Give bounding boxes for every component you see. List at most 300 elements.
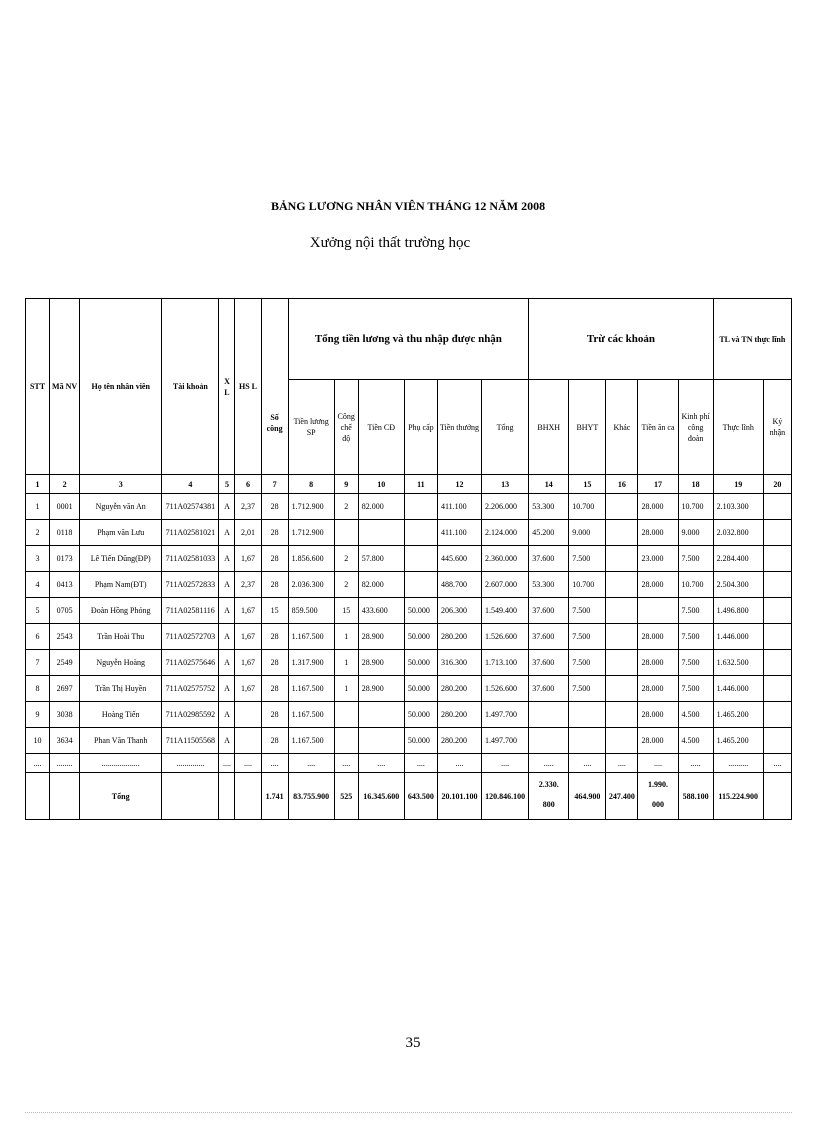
total-bhyt: 464.900 <box>569 773 606 820</box>
total-tien-luong-sp: 83.755.900 <box>288 773 334 820</box>
cell-stt: 5 <box>26 598 50 624</box>
total-label: Tổng <box>80 773 162 820</box>
header-cong-che-do: Công chế độ <box>334 380 358 475</box>
ellipsis-cell: ..... <box>678 754 713 773</box>
total-cell <box>235 773 261 820</box>
cell-hsl: 2,37 <box>235 494 261 520</box>
cell-tai-khoan: 711A02575752 <box>162 676 219 702</box>
cell-tien-an-ca: 28.000 <box>638 624 678 650</box>
cell-cong-che-do <box>334 702 358 728</box>
header-xl: X L <box>219 299 235 475</box>
cell-tien-luong-sp: 2.036.300 <box>288 572 334 598</box>
total-bhxh-top: 2.330. <box>538 780 559 789</box>
cell-ma-nv: 2543 <box>50 624 80 650</box>
cell-bhyt: 7.500 <box>569 624 606 650</box>
cell-khac <box>606 520 638 546</box>
header-group-deduct: Trừ các khoản <box>529 299 713 380</box>
cell-tien-an-ca: 28.000 <box>638 520 678 546</box>
cell-tai-khoan: 711A02985592 <box>162 702 219 728</box>
cell-tien-luong-sp: 1.167.500 <box>288 702 334 728</box>
index-cell: 11 <box>404 475 437 494</box>
cell-stt: 10 <box>26 728 50 754</box>
total-tien-thuong: 20.101.100 <box>437 773 481 820</box>
cell-bhyt <box>569 702 606 728</box>
table-row <box>26 728 792 754</box>
ellipsis-cell: .... <box>569 754 606 773</box>
cell-tien-thuong: 445.600 <box>437 546 481 572</box>
cell-stt: 2 <box>26 520 50 546</box>
cell-tien-thuong: 411.100 <box>437 494 481 520</box>
cell-ho-ten: Nguyễn Hoàng <box>80 650 162 676</box>
cell-tien-cd <box>358 520 404 546</box>
cell-cong-che-do: 1 <box>334 650 358 676</box>
total-cell <box>162 773 219 820</box>
total-bhxh-bottom: 800 <box>542 800 555 809</box>
cell-ma-nv: 3038 <box>50 702 80 728</box>
page-subtitle: Xưởng nội thất trường học <box>309 235 471 251</box>
cell-tong: 2.206.000 <box>482 494 529 520</box>
cell-bhyt: 9.000 <box>569 520 606 546</box>
cell-so-cong: 28 <box>261 728 288 754</box>
cell-tai-khoan: 711A02581033 <box>162 546 219 572</box>
cell-xl: A <box>219 676 235 702</box>
cell-cong-che-do: 1 <box>334 624 358 650</box>
cell-ma-nv: 0173 <box>50 546 80 572</box>
cell-ky-nhan <box>763 624 791 650</box>
cell-so-cong: 28 <box>261 520 288 546</box>
cell-bhxh: 45.200 <box>529 520 569 546</box>
cell-khac <box>606 546 638 572</box>
cell-tien-luong-sp: 859.500 <box>288 598 334 624</box>
cell-tien-thuong: 411.100 <box>437 520 481 546</box>
ellipsis-cell: .... <box>334 754 358 773</box>
index-cell: 19 <box>713 475 763 494</box>
cell-bhxh: 37.600 <box>529 676 569 702</box>
index-cell: 16 <box>606 475 638 494</box>
cell-xl: A <box>219 650 235 676</box>
cell-stt: 3 <box>26 546 50 572</box>
cell-thuc-linh: 1.465.200 <box>713 702 763 728</box>
cell-xl: A <box>219 598 235 624</box>
cell-hsl <box>235 702 261 728</box>
cell-tien-thuong: 280.200 <box>437 624 481 650</box>
cell-stt: 7 <box>26 650 50 676</box>
table-row <box>26 598 792 624</box>
cell-tien-an-ca <box>638 598 678 624</box>
ellipsis-cell: .... <box>288 754 334 773</box>
index-cell: 3 <box>80 475 162 494</box>
cell-tien-thuong: 280.200 <box>437 676 481 702</box>
cell-thuc-linh: 1.632.500 <box>713 650 763 676</box>
index-row <box>26 475 792 494</box>
cell-tien-luong-sp: 1.167.500 <box>288 624 334 650</box>
header-so-cong: Số công <box>261 299 288 475</box>
cell-tien-an-ca: 28.000 <box>638 572 678 598</box>
cell-tien-cd <box>358 702 404 728</box>
cell-tong: 1.497.700 <box>482 728 529 754</box>
header-tai-khoan: Tài khoản <box>162 299 219 475</box>
cell-kinh-phi: 7.500 <box>678 676 713 702</box>
cell-tien-thuong: 488.700 <box>437 572 481 598</box>
header-kinh-phi: Kinh phí công đoàn <box>678 380 713 475</box>
cell-stt: 1 <box>26 494 50 520</box>
cell-bhyt: 10.700 <box>569 494 606 520</box>
cell-tien-luong-sp: 1.712.900 <box>288 520 334 546</box>
total-cell <box>219 773 235 820</box>
cell-bhxh <box>529 702 569 728</box>
ellipsis-cell: .............. <box>162 754 219 773</box>
total-thuc-linh: 115.224.900 <box>713 773 763 820</box>
header-group-income: Tổng tiền lương và thu nhập được nhận <box>288 299 529 380</box>
cell-phu-cap: 50.000 <box>404 598 437 624</box>
cell-tien-thuong: 280.200 <box>437 728 481 754</box>
cell-tong: 2.607.000 <box>482 572 529 598</box>
cell-tien-thuong: 206.300 <box>437 598 481 624</box>
header-hsl: HS L <box>235 299 261 475</box>
total-cong-che-do: 525 <box>334 773 358 820</box>
table-footer <box>26 754 792 820</box>
cell-thuc-linh: 1.446.000 <box>713 624 763 650</box>
table-row <box>26 572 792 598</box>
header-tien-an-ca: Tiền ăn ca <box>638 380 678 475</box>
cell-tien-luong-sp: 1.167.500 <box>288 728 334 754</box>
ellipsis-cell: .... <box>638 754 678 773</box>
cell-stt: 8 <box>26 676 50 702</box>
cell-ky-nhan <box>763 650 791 676</box>
cell-phu-cap: 50.000 <box>404 728 437 754</box>
ellipsis-cell: .... <box>358 754 404 773</box>
cell-tai-khoan: 711A02572703 <box>162 624 219 650</box>
cell-thuc-linh: 2.284.400 <box>713 546 763 572</box>
ellipsis-cell: .... <box>437 754 481 773</box>
table-row <box>26 546 792 572</box>
index-cell: 8 <box>288 475 334 494</box>
cell-tien-an-ca: 23.000 <box>638 546 678 572</box>
cell-tai-khoan: 711A02581021 <box>162 520 219 546</box>
ellipsis-cell: .... <box>235 754 261 773</box>
index-cell: 17 <box>638 475 678 494</box>
cell-ho-ten: Phạm văn Lưu <box>80 520 162 546</box>
ellipsis-cell: .... <box>404 754 437 773</box>
cell-cong-che-do: 15 <box>334 598 358 624</box>
cell-hsl: 2,01 <box>235 520 261 546</box>
cell-ho-ten: Lê Tiến Dũng(ĐP) <box>80 546 162 572</box>
ellipsis-row <box>26 754 792 773</box>
table-row <box>26 494 792 520</box>
index-cell: 13 <box>482 475 529 494</box>
cell-tien-cd: 433.600 <box>358 598 404 624</box>
index-cell: 5 <box>219 475 235 494</box>
cell-ho-ten: Trần Thị Huyền <box>80 676 162 702</box>
ellipsis-cell: .... <box>482 754 529 773</box>
cell-ky-nhan <box>763 546 791 572</box>
cell-tai-khoan: 711A11505568 <box>162 728 219 754</box>
table-row <box>26 676 792 702</box>
header-tong: Tổng <box>482 380 529 475</box>
total-tong: 120.846.100 <box>482 773 529 820</box>
cell-tien-cd: 82.000 <box>358 494 404 520</box>
cell-tien-an-ca: 28.000 <box>638 494 678 520</box>
cell-kinh-phi: 7.500 <box>678 546 713 572</box>
cell-ky-nhan <box>763 520 791 546</box>
cell-phu-cap <box>404 494 437 520</box>
cell-cong-che-do: 1 <box>334 676 358 702</box>
cell-hsl <box>235 728 261 754</box>
cell-ky-nhan <box>763 494 791 520</box>
page-title: BẢNG LƯƠNG NHÂN VIÊN THÁNG 12 NĂM 2008 <box>270 199 546 213</box>
cell-phu-cap: 50.000 <box>404 650 437 676</box>
cell-tai-khoan: 711A02574381 <box>162 494 219 520</box>
cell-khac <box>606 676 638 702</box>
cell-ky-nhan <box>763 702 791 728</box>
cell-tong: 1.497.700 <box>482 702 529 728</box>
cell-bhxh: 37.600 <box>529 624 569 650</box>
cell-bhyt: 7.500 <box>569 546 606 572</box>
cell-hsl: 2,37 <box>235 572 261 598</box>
cell-bhyt: 7.500 <box>569 650 606 676</box>
cell-tien-an-ca: 28.000 <box>638 650 678 676</box>
cell-ho-ten: Nguyễn văn An <box>80 494 162 520</box>
cell-ma-nv: 2697 <box>50 676 80 702</box>
cell-xl: A <box>219 572 235 598</box>
index-cell: 15 <box>569 475 606 494</box>
cell-thuc-linh: 2.504.300 <box>713 572 763 598</box>
cell-khac <box>606 572 638 598</box>
total-tien-cd: 16.345.600 <box>358 773 404 820</box>
cell-kinh-phi: 7.500 <box>678 624 713 650</box>
cell-ky-nhan <box>763 728 791 754</box>
index-cell: 20 <box>763 475 791 494</box>
page-number: 35 <box>405 1035 421 1051</box>
index-cell: 18 <box>678 475 713 494</box>
footer-divider <box>25 1112 792 1113</box>
total-row <box>26 773 792 820</box>
cell-tien-an-ca: 28.000 <box>638 728 678 754</box>
cell-phu-cap: 50.000 <box>404 676 437 702</box>
cell-thuc-linh: 1.496.800 <box>713 598 763 624</box>
total-cell <box>26 773 50 820</box>
total-kinh-phi: 588.100 <box>678 773 713 820</box>
cell-tien-luong-sp: 1.712.900 <box>288 494 334 520</box>
cell-bhyt: 7.500 <box>569 676 606 702</box>
ellipsis-cell: .......... <box>713 754 763 773</box>
header-thuc-linh: Thực lĩnh <box>713 380 763 475</box>
cell-stt: 9 <box>26 702 50 728</box>
total-khac: 247.400 <box>606 773 638 820</box>
cell-kinh-phi: 10.700 <box>678 572 713 598</box>
cell-tai-khoan: 711A02572833 <box>162 572 219 598</box>
header-ho-ten: Họ tên nhân viên <box>80 299 162 475</box>
ellipsis-cell: .... <box>261 754 288 773</box>
total-cell <box>50 773 80 820</box>
cell-xl: A <box>219 494 235 520</box>
index-cell: 12 <box>437 475 481 494</box>
cell-khac <box>606 650 638 676</box>
cell-phu-cap: 50.000 <box>404 702 437 728</box>
cell-tien-thuong: 316.300 <box>437 650 481 676</box>
cell-ho-ten: Phan Văn Thanh <box>80 728 162 754</box>
total-tien-an-ca <box>638 773 678 820</box>
cell-hsl: 1,67 <box>235 598 261 624</box>
cell-khac <box>606 598 638 624</box>
cell-tien-luong-sp: 1.167.500 <box>288 676 334 702</box>
cell-cong-che-do: 2 <box>334 546 358 572</box>
cell-ky-nhan <box>763 572 791 598</box>
cell-ma-nv: 0413 <box>50 572 80 598</box>
cell-so-cong: 28 <box>261 702 288 728</box>
cell-kinh-phi: 10.700 <box>678 494 713 520</box>
cell-thuc-linh: 1.446.000 <box>713 676 763 702</box>
cell-xl: A <box>219 702 235 728</box>
cell-ho-ten: Hoàng Tiến <box>80 702 162 728</box>
cell-khac <box>606 728 638 754</box>
table-row <box>26 702 792 728</box>
cell-phu-cap <box>404 520 437 546</box>
cell-hsl: 1,67 <box>235 676 261 702</box>
cell-ma-nv: 0001 <box>50 494 80 520</box>
cell-tien-cd: 57.800 <box>358 546 404 572</box>
cell-bhxh: 37.600 <box>529 598 569 624</box>
cell-tien-cd: 82.000 <box>358 572 404 598</box>
index-cell: 7 <box>261 475 288 494</box>
cell-tong: 2.124.000 <box>482 520 529 546</box>
cell-ho-ten: Trần Hoài Thu <box>80 624 162 650</box>
cell-ky-nhan <box>763 598 791 624</box>
cell-ma-nv: 0118 <box>50 520 80 546</box>
cell-kinh-phi: 4.500 <box>678 702 713 728</box>
cell-hsl: 1,67 <box>235 546 261 572</box>
header-ma-nv: Mã NV <box>50 299 80 475</box>
cell-tien-cd: 28.900 <box>358 650 404 676</box>
index-cell: 6 <box>235 475 261 494</box>
header-group-net: TL và TN thực lĩnh <box>713 299 791 380</box>
cell-tong: 1.549.400 <box>482 598 529 624</box>
cell-xl: A <box>219 520 235 546</box>
cell-bhxh: 53.300 <box>529 572 569 598</box>
cell-ma-nv: 3634 <box>50 728 80 754</box>
cell-khac <box>606 494 638 520</box>
index-cell: 10 <box>358 475 404 494</box>
cell-tong: 1.526.600 <box>482 624 529 650</box>
cell-kinh-phi: 4.500 <box>678 728 713 754</box>
cell-kinh-phi: 9.000 <box>678 520 713 546</box>
cell-so-cong: 28 <box>261 546 288 572</box>
ellipsis-cell: .... <box>763 754 791 773</box>
header-tien-thuong: Tiền thưởng <box>437 380 481 475</box>
cell-cong-che-do: 2 <box>334 494 358 520</box>
cell-ho-ten: Đoàn Hồng Phóng <box>80 598 162 624</box>
cell-tai-khoan: 711A02575646 <box>162 650 219 676</box>
ellipsis-cell: .... <box>606 754 638 773</box>
total-tien-an-ca-bottom: 000 <box>652 800 664 809</box>
cell-khac <box>606 702 638 728</box>
cell-bhyt <box>569 728 606 754</box>
header-tien-cd: Tiền CĐ <box>358 380 404 475</box>
cell-kinh-phi: 7.500 <box>678 598 713 624</box>
table-row <box>26 650 792 676</box>
cell-phu-cap <box>404 546 437 572</box>
header-row-main <box>26 299 792 380</box>
cell-bhyt: 7.500 <box>569 598 606 624</box>
cell-tien-cd <box>358 728 404 754</box>
data-rows <box>26 494 792 754</box>
total-so-cong: 1.741 <box>261 773 288 820</box>
total-bhxh <box>529 773 569 820</box>
cell-ky-nhan <box>763 676 791 702</box>
cell-stt: 4 <box>26 572 50 598</box>
ellipsis-cell: ........ <box>50 754 80 773</box>
cell-phu-cap: 50.000 <box>404 624 437 650</box>
cell-hsl: 1,67 <box>235 624 261 650</box>
cell-tien-cd: 28.900 <box>358 676 404 702</box>
cell-bhxh: 53.300 <box>529 494 569 520</box>
cell-bhyt: 10.700 <box>569 572 606 598</box>
cell-tien-thuong: 280.200 <box>437 702 481 728</box>
cell-so-cong: 28 <box>261 572 288 598</box>
cell-tong: 2.360.000 <box>482 546 529 572</box>
cell-bhxh: 37.600 <box>529 650 569 676</box>
cell-so-cong: 28 <box>261 624 288 650</box>
cell-tien-luong-sp: 1.317.900 <box>288 650 334 676</box>
header-stt: STT <box>26 299 50 475</box>
cell-thuc-linh: 2.032.800 <box>713 520 763 546</box>
cell-ma-nv: 2549 <box>50 650 80 676</box>
cell-kinh-phi: 7.500 <box>678 650 713 676</box>
index-cell: 14 <box>529 475 569 494</box>
cell-bhxh: 37.600 <box>529 546 569 572</box>
cell-tong: 1.526.600 <box>482 676 529 702</box>
cell-xl: A <box>219 728 235 754</box>
ellipsis-cell: .... <box>219 754 235 773</box>
cell-cong-che-do: 2 <box>334 572 358 598</box>
table-row <box>26 520 792 546</box>
cell-tien-an-ca: 28.000 <box>638 676 678 702</box>
total-tien-an-ca-top: 1.990. <box>648 780 668 789</box>
cell-tien-an-ca: 28.000 <box>638 702 678 728</box>
cell-tien-luong-sp: 1.856.600 <box>288 546 334 572</box>
cell-so-cong: 28 <box>261 650 288 676</box>
cell-cong-che-do <box>334 728 358 754</box>
table-row <box>26 624 792 650</box>
cell-so-cong: 15 <box>261 598 288 624</box>
cell-bhxh <box>529 728 569 754</box>
header-tien-luong-sp: Tiền lương SP <box>288 380 334 475</box>
cell-tai-khoan: 711A02581116 <box>162 598 219 624</box>
cell-khac <box>606 624 638 650</box>
table-body <box>26 299 792 494</box>
cell-so-cong: 28 <box>261 676 288 702</box>
index-cell: 2 <box>50 475 80 494</box>
total-phu-cap: 643.500 <box>404 773 437 820</box>
cell-ma-nv: 0705 <box>50 598 80 624</box>
cell-thuc-linh: 1.465.200 <box>713 728 763 754</box>
header-bhyt: BHYT <box>569 380 606 475</box>
header-bhxh: BHXH <box>529 380 569 475</box>
cell-xl: A <box>219 624 235 650</box>
ellipsis-cell: .... <box>26 754 50 773</box>
index-cell: 9 <box>334 475 358 494</box>
cell-xl: A <box>219 546 235 572</box>
cell-thuc-linh: 2.103.300 <box>713 494 763 520</box>
cell-tong: 1.713.100 <box>482 650 529 676</box>
cell-phu-cap <box>404 572 437 598</box>
payroll-table <box>25 298 792 820</box>
cell-cong-che-do <box>334 520 358 546</box>
header-phu-cap: Phụ cấp <box>404 380 437 475</box>
ellipsis-cell: ..... <box>529 754 569 773</box>
cell-so-cong: 28 <box>261 494 288 520</box>
index-cell: 4 <box>162 475 219 494</box>
